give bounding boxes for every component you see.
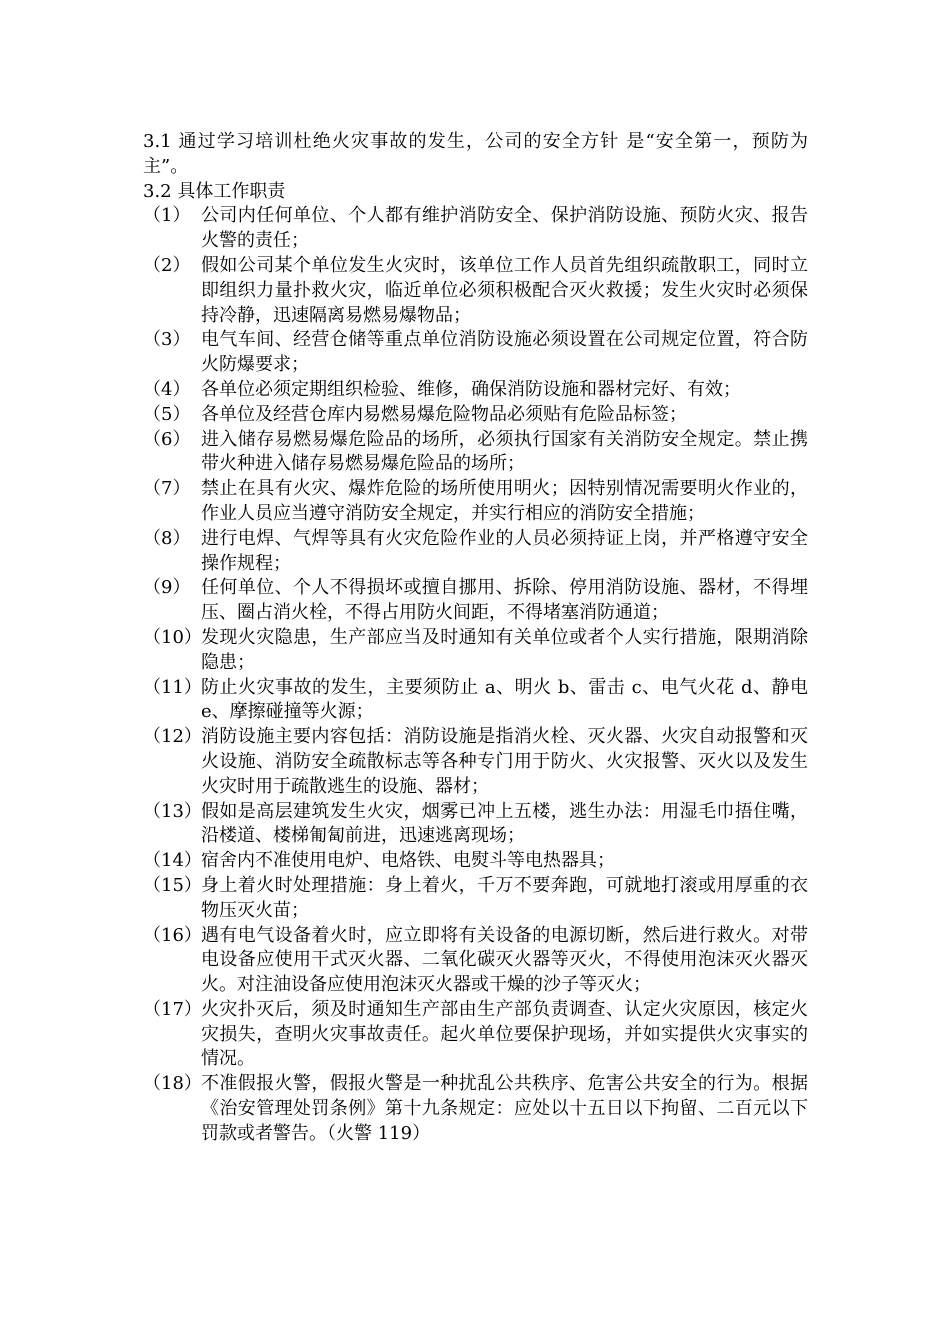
list-item-text: 各单位必须定期组织检验、维修，确保消防设施和器材完好、有效； (201, 378, 741, 400)
list-item-15 (143, 874, 808, 924)
list-item-13 (143, 800, 808, 850)
list-item-number: （17） (143, 998, 202, 1020)
list-item-8 (143, 527, 808, 577)
list-item-9 (143, 576, 808, 626)
section-3-1-paragraph: 3.1 通过学习培训杜绝火灾事故的发生，公司的安全方针 是“安全第一，预防为主”。 (143, 131, 808, 177)
list-item-number: （16） (143, 924, 202, 946)
list-item-text: 各单位及经营仓库内易燃易爆危险物品必须贴有危险品标签； (201, 403, 687, 425)
list-item-text: 电气车间、经营仓储等重点单位消防设施必须设置在公司规定位置，符合防火防爆要求； (201, 329, 808, 376)
list-item-text: 禁止在具有火灾、爆炸危险的场所使用明火；因特别情况需要明火作业的，作业人员应当遵守消防安全规定，并实行相应的消防安全措施； (201, 478, 808, 524)
list-item-number: （3） (143, 329, 191, 351)
list-item-text: 进行电焊、气焊等具有火灾危险作业的人员必须持证上岗，并严格遵守安全操作规程； (201, 527, 808, 574)
list-item-17 (143, 998, 808, 1072)
list-item-2 (143, 254, 808, 328)
list-item-number: （4） (143, 378, 191, 400)
list-item-text: 假如是高层建筑发生火灾，烟雾已冲上五楼，逃生办法：用湿毛巾捂住嘴，沿楼道、楼梯匍匐前进，迅速逃离现场； (201, 800, 808, 847)
list-item-number: （15） (143, 874, 202, 896)
list-item-text: 身上着火时处理措施：身上着火，千万不要奔跑，可就地打滚或用厚重的衣物压灭火苗； (201, 874, 808, 921)
list-item-number: （5） (143, 403, 191, 425)
list-item-number: （11） (143, 676, 202, 698)
list-item-5 (143, 403, 808, 428)
list-item-text: 消防设施主要内容包括：消防设施是指消火栓、灭火器、火灾自动报警和灭火设施、消防安全疏散标志等各种专门用于防火、火灾报警、灭火以及发生火灾时用于疏散逃生的设施、器材； (201, 726, 808, 797)
list-item-text: 宿舍内不准使用电炉、电烙铁、电熨斗等电热器具； (201, 850, 615, 872)
list-item-number: （10） (143, 626, 202, 648)
list-item-14 (143, 849, 808, 874)
list-item-7 (143, 477, 808, 527)
list-item-11 (143, 676, 808, 726)
list-item-number: （12） (143, 726, 202, 748)
list-item-4 (143, 378, 808, 403)
list-item-number: （13） (143, 800, 202, 822)
list-item-number: （9） (143, 577, 191, 599)
list-item-number: （2） (143, 254, 191, 276)
list-item-3 (143, 328, 808, 378)
list-item-text: 火灾扑灭后，须及时通知生产部由生产部负责调查、认定火灾原因，核定火灾损失，查明火灾事故责任。起火单位要保护现场，并如实提供火灾事实的情况。 (201, 998, 808, 1070)
section-3-2-heading: 3.2 具体工作职责 (143, 180, 286, 202)
list-item-1 (143, 204, 808, 254)
list-item-text: 假如公司某个单位发生火灾时，该单位工作人员首先组织疏散职工，同时立即组织力量扑救火灾，临近单位必须积极配合灭火救援；发生火灾时必须保持冷静，迅速隔离易燃易爆物品； (201, 254, 808, 326)
list-item-number: （6） (143, 428, 191, 450)
list-item-number: （18） (143, 1073, 202, 1095)
list-item-number: （8） (143, 527, 191, 549)
list-item-text: 防止火灾事故的发生，主要须防止 a、明火 b、雷击 c、电气火花 d、静电 e、摩擦碰撞等火源； (201, 676, 808, 723)
list-item-number: （1） (143, 205, 191, 227)
list-item-12 (143, 725, 808, 799)
list-item-16 (143, 924, 808, 998)
list-item-10 (143, 626, 808, 676)
list-item-text: 任何单位、个人不得损坏或擅自挪用、拆除、停用消防设施、器材，不得埋压、圈占消火栓，不得占用防火间距，不得堵塞消防通道； (201, 577, 808, 624)
list-item-18 (143, 1072, 808, 1146)
list-item-text: 遇有电气设备着火时，应立即将有关设备的电源切断，然后进行救火。对带电设备应使用干式灭火器、二氧化碳灭火器等灭火，不得使用泡沫灭火器灭火。对注油设备应使用泡沫灭火器或干燥的沙子等灭火； (201, 924, 808, 996)
list-item-number: （14） (143, 850, 202, 872)
list-item-number: （7） (143, 478, 191, 500)
list-item-text: 不准假报火警，假报火警是一种扰乱公共秩序、危害公共安全的行为。根据《治安管理处罚条例》第十九条规定：应处以十五日以下拘留、二百元以下罚款或者警告。（火警 119） (201, 1073, 808, 1144)
list-item-6 (143, 428, 808, 478)
list-item-text: 进入储存易燃易爆危险品的场所，必须执行国家有关消防安全规定。禁止携带火种进入储存易燃易爆危险品的场所； (201, 428, 808, 475)
list-item-text: 公司内任何单位、个人都有维护消防安全、保护消防设施、预防火灾、报告火警的责任； (201, 205, 808, 252)
list-item-text: 发现火灾隐患，生产部应当及时通知有关单位或者个人实行措施，限期消除隐患； (201, 626, 808, 673)
document-body (143, 130, 808, 1147)
